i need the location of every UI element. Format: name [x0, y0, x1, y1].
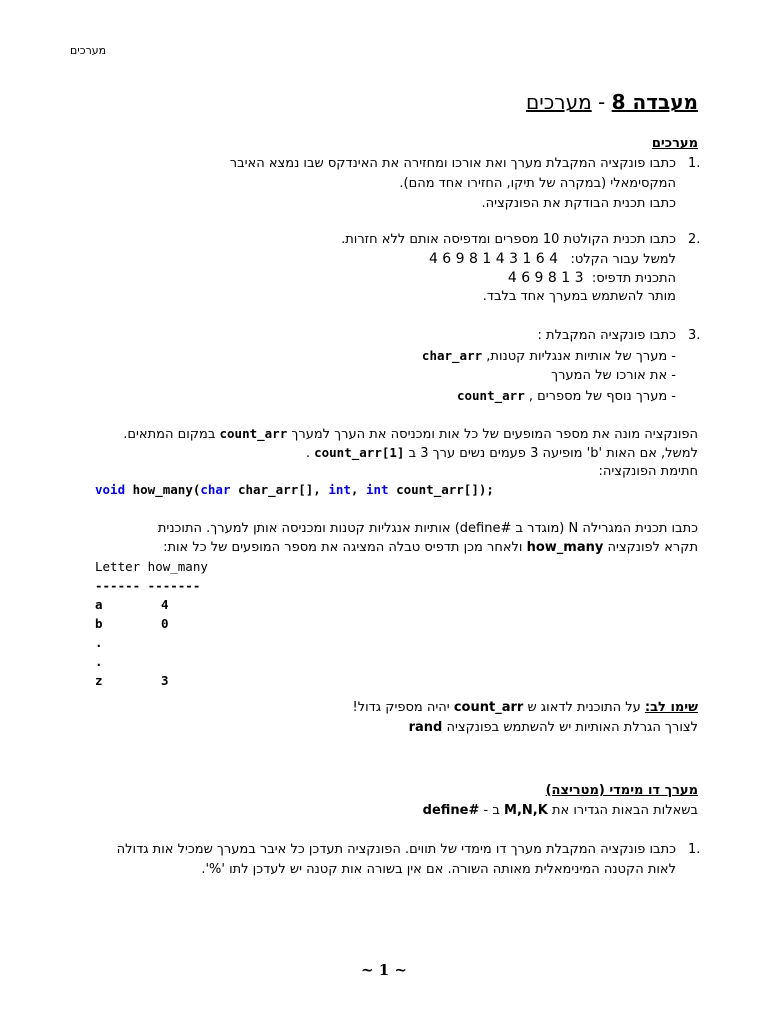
- table-cell-count: 3: [161, 673, 169, 688]
- table-row: [95, 597, 169, 612]
- q1-line: כתבו פונקציה המקבלת מערך ואת אורכו ומחזירה את האינדקס שבו נמצא האיבר: [229, 156, 676, 171]
- q2-output-example: התכנית תדפיס: 4 6 9 8 1 3: [507, 270, 676, 286]
- question-number: 3.: [688, 328, 701, 343]
- q3-description: למשל, אם האות 'b' מופיעה 3 פעמים נשים ערך 3 ב count_arr[1] .: [305, 445, 698, 461]
- q1-line: המקסימאלי (במקרה של תיקו, החזירו אחד מהם).: [399, 176, 676, 191]
- q1-line: כתבו תכנית הבודקת את הפונקציה.: [481, 196, 676, 211]
- page-number: ~ 1 ~: [360, 961, 408, 979]
- note-label: שימו לב:: [644, 700, 698, 715]
- rand-line: לצורך הגרלת האותיות יש להשתמש בפונקציה rand: [408, 720, 698, 735]
- s2-q1-line: לאות הקטנה המינימאלית מאותה השורה. אם אין בשורה אות קטנה יש לעדכן לתו '%'.: [201, 862, 676, 877]
- title-lab: מעבדה 8: [611, 90, 698, 114]
- q2-line: מותר להשתמש במערך אחד בלבד.: [482, 289, 676, 304]
- q3-description: הפונקציה מונה את מספר המופעים של כל אות ומכניסה את הערך למערך count_arr במקום המתאים.: [123, 426, 698, 442]
- question-number: 2.: [688, 232, 701, 247]
- title-topic: מערכים: [525, 90, 592, 114]
- table-cell-letter: .: [95, 635, 103, 650]
- table-cell-letter: a: [95, 597, 103, 612]
- table-cell-letter: .: [95, 654, 103, 669]
- note-line: שימו לב: על התוכנית לדאוג ש count_arr יהיה מספיק גדול!: [352, 700, 698, 715]
- section-heading-2d-array: מערך דו מימדי (מטריצה): [545, 783, 698, 798]
- q3-program-description: תקרא לפונקציה how_many ולאחר מכן תדפיס טבלה המציגה את מספר המופעים של כל אות:: [163, 540, 698, 555]
- s2-q1-line: כתבו פונקציה המקבלת מערך דו מימדי של תווים. הפונקציה תעדכן כל איבר במערך שמכיל אות גדולה: [116, 842, 676, 857]
- q2-input-example: למשל עבור הקלט: 4 6 9 8 1 4 3 1 6 4: [428, 251, 676, 267]
- page-title: [526, 90, 698, 114]
- table-row: [95, 635, 161, 650]
- table-cell-letter: b: [95, 616, 103, 631]
- output-table-separator: ------ -------: [95, 578, 201, 593]
- table-cell-count: 0: [161, 616, 169, 631]
- q3-signature-label: חתימת הפונקציה:: [598, 464, 698, 479]
- output-table-header: Letter how_many: [95, 559, 208, 574]
- q3-line: כתבו פונקציה המקבלת :: [537, 328, 676, 343]
- function-signature: void how_many(char char_arr[], int, int count_arr[]);: [95, 482, 494, 497]
- q2-line: כתבו תכנית הקולטת 10 מספרים ומדפיסה אותם ללא חזרות.: [341, 232, 676, 247]
- running-header: מערכים: [70, 44, 107, 57]
- table-row: [95, 654, 161, 669]
- table-row: [95, 673, 169, 688]
- q3-program-description: כתבו תכנית המגרילה N (מוגדר ב #define) אותיות אנגליות קטנות ומכניסה אותן למערך. התוכנית: [157, 521, 698, 536]
- question-number: 1.: [688, 842, 701, 857]
- section-heading-arrays: מערכים: [651, 136, 698, 151]
- title-dash: -: [598, 90, 606, 114]
- q3-param: - את אורכו של המערך: [551, 368, 676, 383]
- table-cell-count: 4: [161, 597, 169, 612]
- table-cell-letter: z: [95, 673, 103, 688]
- question-number: 1.: [688, 156, 701, 171]
- q3-param: - מערך של אותיות אנגליות קטנות, char_arr: [421, 348, 676, 364]
- table-row: [95, 616, 169, 631]
- q3-param: - מערך נוסף של מספרים , count_arr: [456, 388, 676, 404]
- section2-intro: בשאלות הבאות הגדירו את M,N,K ב - define#: [422, 803, 698, 818]
